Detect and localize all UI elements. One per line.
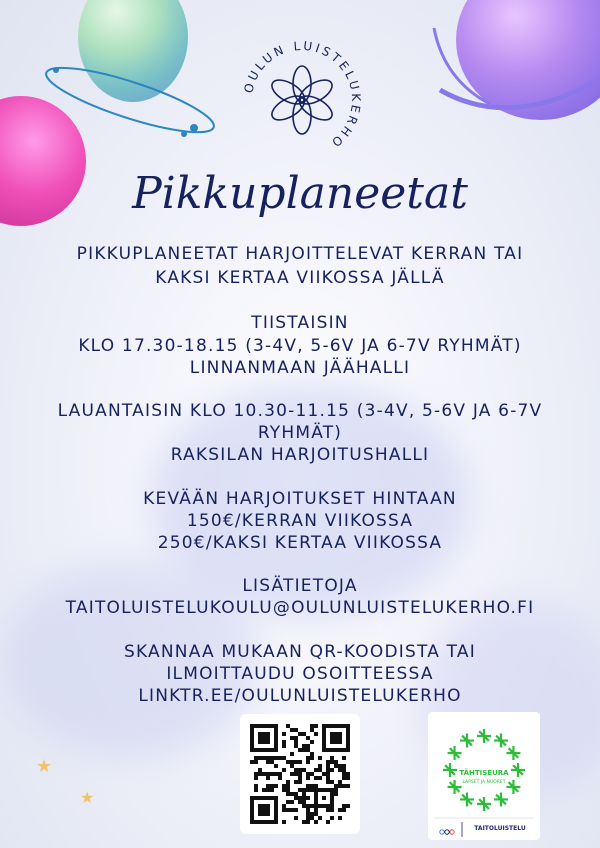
info-heading: LISÄTIETOJA: [242, 576, 358, 596]
tuesday-time: KLO 17.30-18.15 (3-4V, 5-6V JA 6-7V RYHMÄT): [78, 336, 522, 356]
sparkle-icon: ✦: [372, 614, 388, 635]
intro-line-2: KAKSI KERTAA VIIKOSSA JÄLLÄ: [155, 268, 445, 288]
badge-line-1: TÄHTISEURA: [459, 769, 509, 777]
tuesday-heading: TIISTAISIN: [251, 313, 349, 333]
star-icon: ★: [36, 756, 53, 777]
signup-line-2: ILMOITTAUDU OSOITTEESSA: [166, 664, 434, 684]
saturday-time-cont: RYHMÄT): [257, 423, 343, 443]
badge-footer: TAITOLUISTELU: [474, 825, 526, 832]
price-once: 150€/KERRAN VIIKOSSA: [186, 511, 414, 531]
olympic-rings-icon: [440, 830, 454, 834]
star-wreath-icon: [428, 712, 540, 840]
info-email[interactable]: TAITOLUISTELUKOULU@OULUNLUISTELUKERHO.FI: [65, 598, 535, 618]
saturday-place: RAKSILAN HARJOITUSHALLI: [170, 445, 430, 465]
star-icon: ★: [80, 788, 95, 807]
purple-planet-ring: [430, 20, 600, 130]
badge-line-2: LAPSET JA NUORET: [462, 780, 506, 785]
flower-icon: [268, 66, 336, 134]
club-logo: [238, 36, 366, 164]
logo-circle-text: OULUN LUISTELUKERHO: [241, 38, 364, 152]
saturday-time: LAUANTAISIN KLO 10.30-11.15 (3-4V, 5-6V JA 6-7V: [57, 401, 543, 421]
price-heading: KEVÄÄN HARJOITUKSET HINTAAN: [143, 489, 457, 509]
signup-link[interactable]: LINKTR.EE/OULUNLUISTELUKERHO: [138, 686, 462, 706]
page-title: Pikkuplaneetat: [132, 168, 468, 219]
price-twice: 250€/KAKSI KERTAA VIIKOSSA: [157, 533, 443, 553]
intro-line-1: PIKKUPLANEETAT HARJOITTELEVAT KERRAN TAI: [76, 244, 524, 264]
tahtiseura-badge: [428, 712, 540, 840]
signup-line-1: SKANNAA MUKAAN QR-KOODISTA TAI: [124, 642, 476, 662]
tuesday-place: LINNANMAAN JÄÄHALLI: [189, 358, 411, 378]
qr-card[interactable]: [240, 714, 360, 834]
qr-code[interactable]: [250, 724, 350, 824]
